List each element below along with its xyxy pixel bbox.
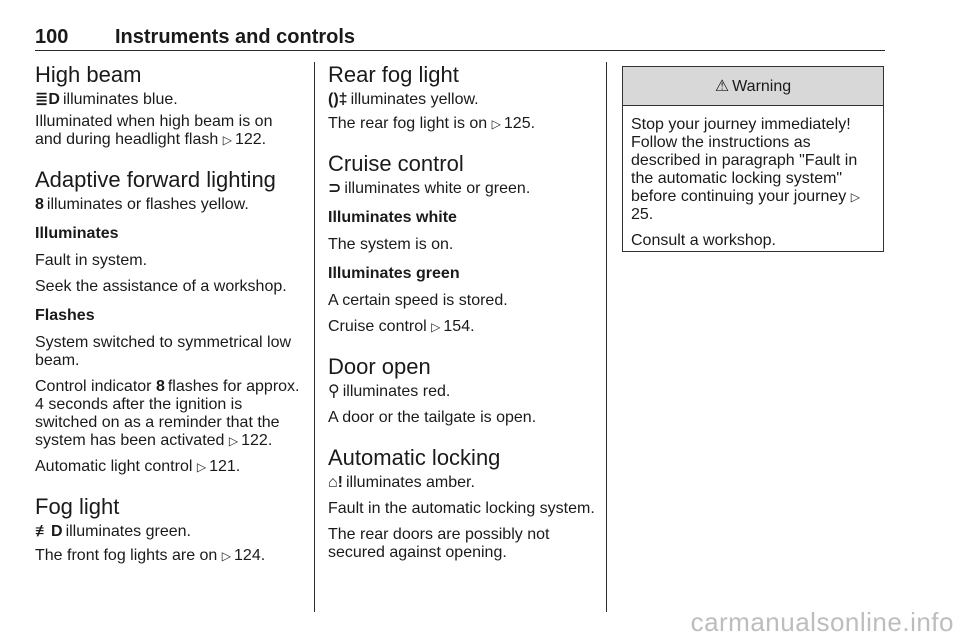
afl-illum-text-2: Seek the assistance of a workshop. bbox=[35, 278, 287, 295]
fog-text: The front fog lights are on bbox=[35, 547, 218, 564]
auto-lock-icon: ⌂! bbox=[328, 474, 343, 491]
auto-lock-status: illuminates amber. bbox=[346, 474, 475, 491]
illuminates-heading: Illuminates bbox=[35, 225, 119, 242]
warning-text-2: Consult a workshop. bbox=[631, 232, 776, 249]
column-2 bbox=[328, 62, 596, 562]
fog-light-icon: ≢D bbox=[35, 523, 63, 540]
section-title-cruise: Cruise control bbox=[328, 151, 464, 176]
afl-flash-text-2a: Control indicator bbox=[35, 378, 152, 395]
warning-text-1: Stop your journey immediately! Follow the instructions as described in paragraph "Fault in the automatic locking system" before continuing your journey bbox=[631, 116, 858, 205]
rear-fog-ref[interactable]: 125. bbox=[503, 115, 536, 132]
column-divider-2 bbox=[606, 62, 607, 612]
page-ref-icon: ▷ bbox=[228, 434, 239, 448]
afl-icon: 8 bbox=[35, 196, 44, 213]
page-ref-icon: ▷ bbox=[850, 190, 860, 204]
afl-illum-text-1: Fault in system. bbox=[35, 252, 148, 269]
afl-flash-text-2b: flashes for approx. 4 seconds after the ignition is switched on as a reminder that the system has been activated bbox=[35, 378, 300, 449]
cruise-white-text: The system is on. bbox=[328, 236, 454, 253]
high-beam-icon: ≣D bbox=[35, 91, 60, 108]
page-ref-icon: ▷ bbox=[431, 320, 441, 334]
auto-lock-text-2: The rear doors are possibly not secured against opening. bbox=[328, 526, 550, 561]
high-beam-status: illuminates blue. bbox=[62, 91, 178, 108]
illuminates-green-heading: Illuminates green bbox=[328, 265, 460, 282]
page-ref-icon: ▷ bbox=[221, 549, 232, 563]
fog-ref[interactable]: 124. bbox=[234, 547, 266, 564]
fog-status: illuminates green. bbox=[65, 523, 191, 540]
warning-header bbox=[623, 67, 883, 106]
page-number: 100 bbox=[35, 26, 69, 48]
rear-fog-status: illuminates yellow. bbox=[350, 91, 479, 108]
afl-flash-ref[interactable]: 122. bbox=[241, 432, 273, 449]
high-beam-text: Illuminated when high beam is on and during headlight flash bbox=[35, 113, 273, 148]
warning-title: Warning bbox=[732, 78, 792, 95]
page-header bbox=[35, 26, 885, 51]
warning-icon: ⚠ bbox=[714, 78, 730, 95]
auto-light-text: Automatic light control bbox=[35, 458, 193, 475]
page-ref-icon: ▷ bbox=[222, 133, 232, 147]
section-title-door-open: Door open bbox=[328, 354, 431, 379]
section-title-afl: Adaptive forward lighting bbox=[35, 167, 276, 192]
section-title-high-beam: High beam bbox=[35, 62, 142, 87]
section-title-rear-fog: Rear fog light bbox=[328, 62, 459, 87]
warning-ref[interactable]: 25. bbox=[631, 206, 654, 223]
page-ref-icon: ▷ bbox=[491, 117, 501, 131]
afl-status: illuminates or flashes yellow. bbox=[46, 196, 249, 213]
cruise-green-text-2: Cruise control bbox=[328, 318, 427, 335]
flashes-heading: Flashes bbox=[35, 307, 95, 324]
cruise-status: illuminates white or green. bbox=[344, 180, 531, 197]
auto-light-ref[interactable]: 121. bbox=[209, 458, 241, 475]
column-1 bbox=[35, 62, 303, 565]
warning-box bbox=[622, 66, 884, 252]
illuminates-white-heading: Illuminates white bbox=[328, 209, 457, 226]
rear-fog-icon: ()‡ bbox=[328, 91, 348, 108]
auto-lock-text-1: Fault in the automatic locking system. bbox=[328, 500, 595, 517]
cruise-ref[interactable]: 154. bbox=[443, 318, 475, 335]
afl-inline-icon: 8 bbox=[155, 378, 165, 395]
column-divider-1 bbox=[314, 62, 315, 612]
section-title-auto-lock: Automatic locking bbox=[328, 445, 501, 470]
cruise-green-text-1: A certain speed is stored. bbox=[328, 292, 508, 309]
high-beam-ref[interactable]: 122. bbox=[234, 131, 267, 148]
door-open-icon: ⚲ bbox=[328, 383, 340, 400]
page-ref-icon: ▷ bbox=[196, 460, 207, 474]
door-status: illuminates red. bbox=[342, 383, 451, 400]
cruise-control-icon: ⊃ bbox=[328, 180, 342, 197]
watermark: carmanualsonline.info bbox=[690, 607, 954, 637]
afl-flash-text-1: System switched to symmetrical low beam. bbox=[35, 334, 292, 369]
door-text: A door or the tailgate is open. bbox=[328, 409, 537, 426]
section-title-fog: Fog light bbox=[35, 494, 120, 519]
warning-body bbox=[623, 106, 883, 250]
rear-fog-text: The rear fog light is on bbox=[328, 115, 488, 132]
page-title: Instruments and controls bbox=[115, 26, 356, 48]
